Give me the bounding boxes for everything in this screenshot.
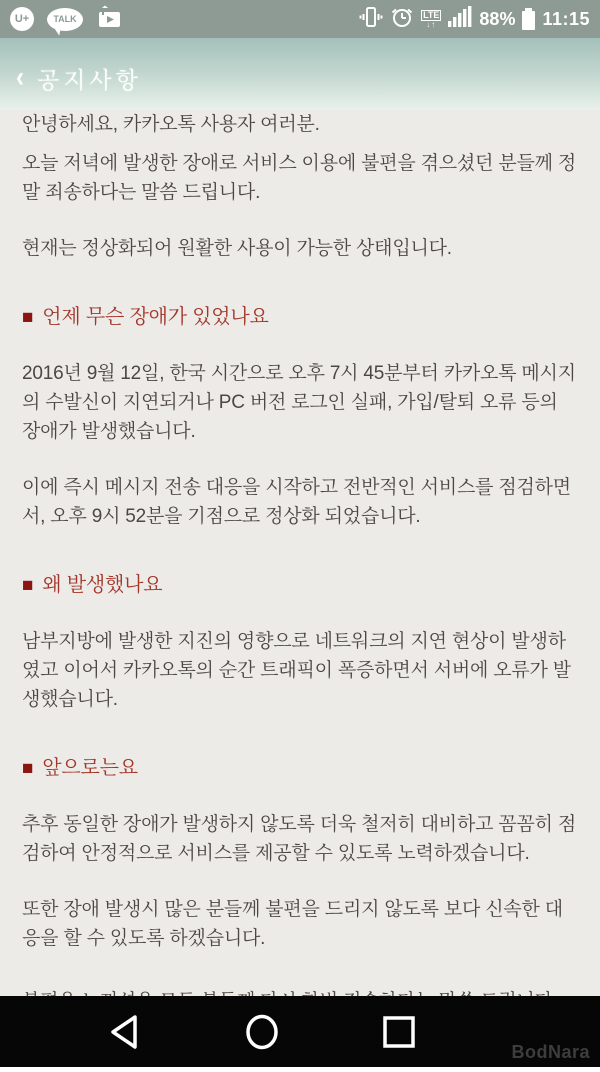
clock-label: 11:15 [542, 8, 590, 29]
battery-percent-label: 88% [479, 8, 516, 29]
kakaotalk-notification-icon: TALK [47, 8, 83, 31]
section-paragraph: 또한 장애 발생시 많은 분들께 불편을 드리지 않도록 보다 신속한 대응을 할 수 있도록 하겠습니다. [22, 899, 563, 949]
lte-network-icon: LTE ↓↑ [423, 9, 440, 29]
section-heading-future: ■ 앞으로는요 [22, 757, 138, 779]
section-paragraph: 2016년 9월 12일, 한국 시간으로 오후 7시 45분부터 카카오톡 메시지의 수발신이 지연되거나 PC 버전 로그인 실패, 가입/탈퇴 오류 등의 장애가 발생했습니다. [22, 363, 576, 442]
intro-paragraph: 오늘 저녁에 발생한 장애로 서비스 이용에 불편을 겪으셨던 분들께 정말 죄송하다는 말씀 드립니다. [22, 153, 577, 203]
red-square-bullet-icon: ■ [22, 575, 34, 596]
uplus-carrier-icon: U+ [10, 7, 34, 31]
clipped-greeting-line [22, 110, 578, 135]
greeting-text: 안녕하세요, 카카오톡 사용자 여러분. [22, 114, 320, 135]
nav-back-icon[interactable] [107, 1013, 145, 1051]
back-chevron-icon[interactable]: ‹ [16, 61, 24, 94]
status-bar-left [10, 5, 122, 34]
section-heading-why: ■ 왜 발생했나요 [22, 574, 163, 596]
nav-recents-icon[interactable] [380, 1013, 418, 1051]
signal-strength-icon [448, 6, 472, 33]
section-heading-when: ■ 언제 무슨 장애가 있었나요 [22, 306, 269, 328]
section-paragraph: 이에 즉시 메시지 전송 대응을 시작하고 전반적인 서비스를 점검하면서, 오후 9시 52분을 기점으로 정상화 되었습니다. [22, 477, 571, 527]
bodnara-watermark: BodNara [511, 1042, 590, 1062]
battery-icon [522, 11, 535, 30]
section-paragraph: 남부지방에 발생한 지진의 영향으로 네트워크의 지연 현상이 발생하였고 이어서 카카오톡의 순간 트래픽이 폭증하면서 서버에 오류가 발생했습니다. [22, 631, 571, 710]
status-bar-right [359, 5, 590, 34]
android-nav-bar [0, 996, 600, 1067]
status-bar [0, 0, 600, 38]
section-paragraph: 추후 동일한 장애가 발생하지 않도록 더욱 철저히 대비하고 꼼꼼히 점검하여 안정적으로 서비스를 제공할 수 있도록 노력하겠습니다. [22, 814, 577, 864]
red-square-bullet-icon: ■ [22, 307, 34, 328]
vibrate-icon [359, 5, 383, 34]
page-title: 공지사항 [37, 66, 142, 93]
red-square-bullet-icon: ■ [22, 758, 34, 779]
media-share-icon [96, 5, 122, 34]
intro-paragraph: 현재는 정상화되어 원활한 사용이 가능한 상태입니다. [22, 238, 452, 259]
alarm-clock-icon [390, 5, 414, 34]
notice-content[interactable] [0, 110, 600, 996]
app-header [0, 38, 600, 110]
nav-home-icon[interactable] [243, 1013, 281, 1051]
